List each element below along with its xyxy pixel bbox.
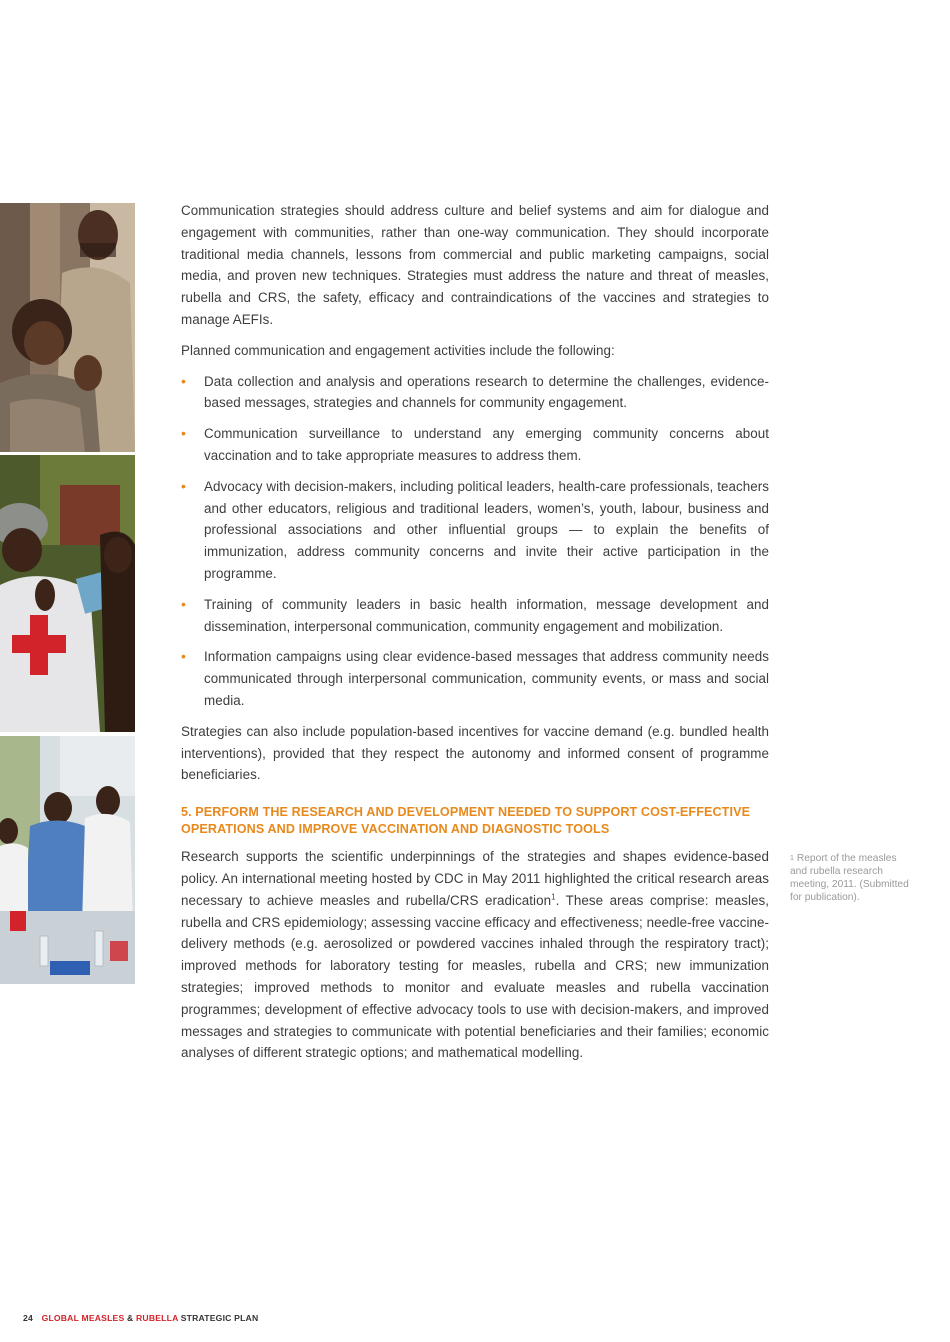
photo-community-meeting [0, 203, 135, 452]
footer-ampersand: & [127, 1313, 134, 1323]
paragraph-incentives: Strategies can also include population-based incentives for vaccine demand (e.g. bundled health interventions), provided that they respect the autonomy and informed consent of programme beneficiaries. [181, 723, 769, 783]
bullet-icon: • [181, 425, 186, 442]
section-heading: 5. PERFORM THE RESEARCH AND DEVELOPMENT NEEDED TO SUPPORT COST-EFFECTIVE OPERATIONS AND IMPROVE VACCINATION AND DIAGNOSTIC TOOLS [181, 805, 751, 837]
paragraph-planned-activities: Planned communication and engagement activities include the following: [181, 342, 615, 358]
list-item [181, 476, 769, 585]
page-number: 24 [23, 1313, 33, 1323]
list-item [181, 423, 769, 467]
paragraph-research [181, 846, 769, 1064]
bullet-icon: • [181, 372, 186, 389]
list-item-text: Training of community leaders in basic health information, message development and dissemination, interpersonal communication, community engagement and mobilization. [204, 596, 769, 634]
main-text [181, 200, 769, 1073]
paragraph-communication-strategies: Communication strategies should address culture and belief systems and aim for dialogue and engagement with communities, rather than one-way communication. They should incorporate traditional media channels, lessons from commercial and public marketing campaigns, social media, and proven new techniques. Strategies must address the nature and threat of measles, rubella and CRS, the safety, efficacy and contraindications of the vaccines and strategies to manage AEFIs. [181, 203, 769, 327]
page-footer [23, 1313, 258, 1323]
list-item [181, 646, 769, 711]
bullet-icon: • [181, 648, 186, 665]
photo-laboratory-workers [0, 736, 135, 984]
bullet-icon: • [181, 477, 186, 494]
paragraph-research-part2: . These areas comprise: measles, rubella and CRS epidemiology; assessing vaccine efficacy and effectiveness; needle-free vaccine-delivery methods (e.g. aerosolized or powdered vaccines inhaled through the respiratory tract); improved methods for laboratory testing for measles, rubella and CRS; new immunization strategies; improved methods to monitor and evaluate measles and rubella vaccination programmes; development of effective advocacy tools to use with decision-makers, and improved messages and strategies to communicate with potential beneficiaries and their families; economic analyses of different strategic options; and mathematical modelling. [181, 892, 769, 1061]
list-item-text: Advocacy with decision-makers, including political leaders, health-care professionals, teachers and other educators, religious and traditional leaders, women’s, youth, labour, business and professional associations and other influential groups — to explain the benefits of immunization, address community concerns and invite their active participation in the programme. [204, 478, 769, 581]
footer-title-rubella: RUBELLA [136, 1313, 179, 1323]
footer-title-measles: GLOBAL MEASLES [41, 1313, 125, 1323]
list-item-text: Data collection and analysis and operations research to determine the challenges, evidence-based messages, strategies and channels for community engagement. [204, 373, 769, 411]
footnote-number: 1 [790, 855, 794, 862]
list-item [181, 371, 769, 415]
photo-red-cross-volunteer [0, 455, 135, 732]
paragraph-research-part1: Research supports the scientific underpinnings of the strategies and shapes evidence-based policy. An international meeting hosted by CDC in May 2011 highlighted the critical research areas necessary to achieve measles and rubella/CRS eradication [181, 849, 769, 908]
list-item-text: Communication surveillance to understand any emerging community concerns about vaccination and to take appropriate measures to address them. [204, 426, 769, 463]
list-item-text: Information campaigns using clear evidence-based messages that address community needs communicated through interpersonal communication, community events, or mass and social media. [204, 649, 769, 708]
activities-list [181, 371, 769, 712]
footnote-text: Report of the measles and rubella research meeting, 2011. (Submitted for publication). [790, 853, 909, 903]
footer-title-strategic-plan: STRATEGIC PLAN [180, 1313, 259, 1323]
bullet-icon: • [181, 595, 186, 612]
list-item [181, 594, 769, 638]
footnote-reference[interactable]: 1 [551, 892, 556, 902]
footnote [790, 852, 910, 904]
